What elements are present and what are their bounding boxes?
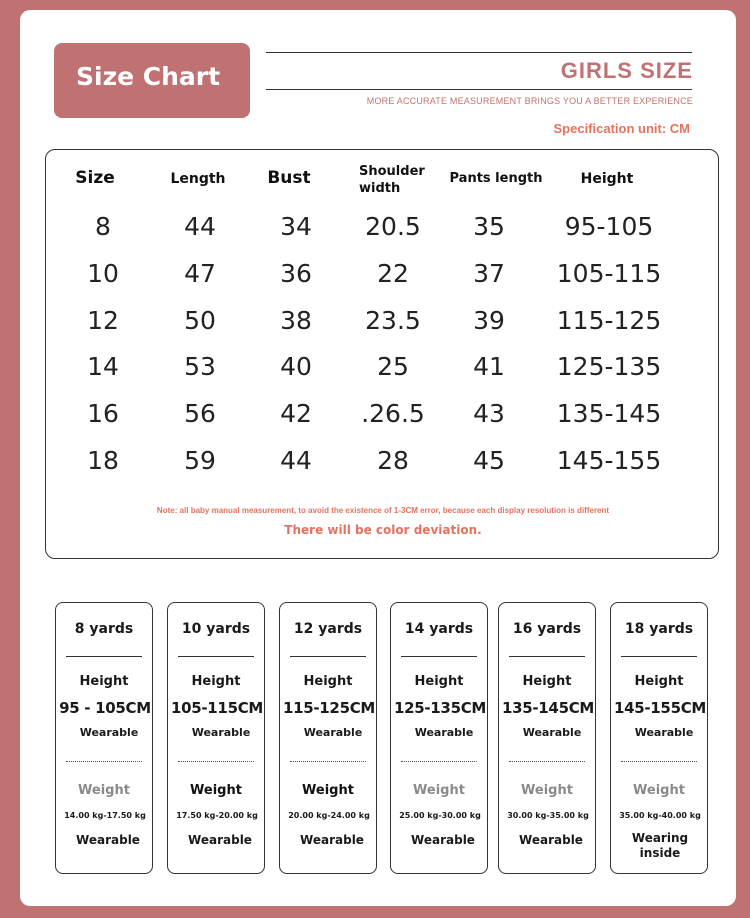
- cell-bust: 38: [280, 306, 312, 335]
- header-shoulder-width: [359, 163, 439, 197]
- cell-length: 59: [184, 446, 216, 475]
- cell-height: 115-125: [556, 306, 662, 335]
- yard-label: 18 yards: [624, 621, 694, 637]
- top-rule: [266, 52, 692, 53]
- height-value: 115-125CM: [282, 699, 376, 717]
- color-deviation-note: There will be color deviation.: [284, 523, 482, 537]
- cell-height: 145-155: [556, 446, 662, 475]
- weight-wearable: Wearable: [519, 833, 583, 847]
- yard-card: [279, 602, 377, 874]
- cell-bust: 34: [280, 212, 312, 241]
- cell-shoulder-width: 25: [377, 352, 409, 381]
- cell-size: 18: [87, 446, 119, 475]
- height-wearable: Wearable: [414, 726, 474, 739]
- height-label: Height: [191, 674, 241, 689]
- cell-pants-length: 43: [473, 399, 505, 428]
- card-dotted-divider: [66, 761, 142, 762]
- weight-label: Weight: [78, 783, 130, 798]
- height-value: 145-155CM: [613, 699, 707, 717]
- height-wearable: Wearable: [79, 726, 139, 739]
- header-shoulder-line2: width: [359, 181, 401, 196]
- cell-height: 95-105: [564, 212, 654, 241]
- cell-length: 56: [184, 399, 216, 428]
- weight-label: Weight: [413, 783, 465, 798]
- cell-pants-length: 45: [473, 446, 505, 475]
- cell-length: 47: [184, 259, 216, 288]
- cell-bust: 36: [280, 259, 312, 288]
- header-height: Height: [580, 171, 634, 187]
- yard-card: [167, 602, 265, 874]
- height-label: Height: [634, 674, 684, 689]
- header-pants-length: Pants length: [449, 171, 543, 186]
- tagline: MORE ACCURATE MEASUREMENT BRINGS YOU A BETTER EXPERIENCE: [366, 96, 693, 106]
- card-divider: [401, 656, 477, 657]
- yard-card: [498, 602, 596, 874]
- cell-pants-length: 37: [473, 259, 505, 288]
- header-shoulder-line1: Shoulder: [359, 164, 425, 179]
- height-wearable: Wearable: [191, 726, 251, 739]
- header-bust: Bust: [267, 168, 311, 188]
- cell-shoulder-width: 22: [377, 259, 409, 288]
- height-value: 95 - 105CM: [59, 699, 151, 717]
- height-value: 135-145CM: [501, 699, 595, 717]
- cell-size: 14: [87, 352, 119, 381]
- weight-value: 20.00 kg-24.00 kg: [288, 811, 370, 820]
- height-value: 125-135CM: [393, 699, 487, 717]
- weight-wearable: Wearable: [76, 833, 140, 847]
- card-divider: [621, 656, 697, 657]
- cell-bust: 44: [280, 446, 312, 475]
- weight-wearable: Wearable: [300, 833, 364, 847]
- height-wearable: Wearable: [634, 726, 694, 739]
- height-label: Height: [522, 674, 572, 689]
- cell-shoulder-width: .26.5: [361, 399, 425, 428]
- cell-height: 105-115: [556, 259, 662, 288]
- size-table: [45, 149, 719, 559]
- cell-height: 125-135: [556, 352, 662, 381]
- weight-value: 30.00 kg-35.00 kg: [507, 811, 589, 820]
- card-dotted-divider: [178, 761, 254, 762]
- weight-value: 14.00 kg-17.50 kg: [64, 811, 146, 820]
- card-dotted-divider: [290, 761, 366, 762]
- cell-shoulder-width: 28: [377, 446, 409, 475]
- weight-value: 25.00 kg-30.00 kg: [399, 811, 481, 820]
- weight-label: Weight: [633, 783, 685, 798]
- cell-shoulder-width: 20.5: [365, 212, 421, 241]
- yard-label: 14 yards: [404, 621, 474, 637]
- cell-pants-length: 35: [473, 212, 505, 241]
- cell-length: 50: [184, 306, 216, 335]
- weight-value: 35.00 kg-40.00 kg: [619, 811, 701, 820]
- weight-value: 17.50 kg-20.00 kg: [176, 811, 258, 820]
- card-dotted-divider: [509, 761, 585, 762]
- spec-unit: Specification unit: CM: [553, 121, 690, 136]
- measurement-note: Note: all baby manual measurement, to avoid the existence of 1-3CM error, because each display resolution is different: [156, 506, 610, 515]
- yard-card: [610, 602, 708, 874]
- card-dotted-divider: [621, 761, 697, 762]
- cell-length: 44: [184, 212, 216, 241]
- cell-height: 135-145: [556, 399, 662, 428]
- card-divider: [509, 656, 585, 657]
- yard-label: 16 yards: [512, 621, 582, 637]
- weight-wearable: Wearable: [411, 833, 475, 847]
- height-label: Height: [414, 674, 464, 689]
- weight-label: Weight: [190, 783, 242, 798]
- page-title: GIRLS SIZE: [560, 58, 693, 83]
- cell-length: 53: [184, 352, 216, 381]
- cell-bust: 42: [280, 399, 312, 428]
- size-chart-badge: Size Chart: [54, 43, 250, 118]
- height-value: 105-115CM: [170, 699, 264, 717]
- weight-label: Weight: [302, 783, 354, 798]
- cell-pants-length: 39: [473, 306, 505, 335]
- card-dotted-divider: [401, 761, 477, 762]
- yard-label: 8 yards: [74, 621, 134, 637]
- cell-size: 12: [87, 306, 119, 335]
- card-divider: [178, 656, 254, 657]
- header-length: Length: [170, 171, 226, 187]
- card-divider: [290, 656, 366, 657]
- yard-label: 12 yards: [293, 621, 363, 637]
- cell-size: 8: [95, 212, 111, 241]
- cell-bust: 40: [280, 352, 312, 381]
- weight-wearable: Wearing inside: [631, 831, 689, 860]
- cell-size: 10: [87, 259, 119, 288]
- height-label: Height: [79, 674, 129, 689]
- yard-card: [55, 602, 153, 874]
- card-divider: [66, 656, 142, 657]
- weight-label: Weight: [521, 783, 573, 798]
- cell-shoulder-width: 23.5: [365, 306, 421, 335]
- height-wearable: Wearable: [303, 726, 363, 739]
- cell-pants-length: 41: [473, 352, 505, 381]
- cell-size: 16: [87, 399, 119, 428]
- height-wearable: Wearable: [522, 726, 582, 739]
- header-size: Size: [75, 168, 115, 188]
- yard-card: [390, 602, 488, 874]
- bottom-rule: [266, 89, 692, 90]
- height-label: Height: [303, 674, 353, 689]
- weight-wearable: Wearable: [188, 833, 252, 847]
- yard-label: 10 yards: [181, 621, 251, 637]
